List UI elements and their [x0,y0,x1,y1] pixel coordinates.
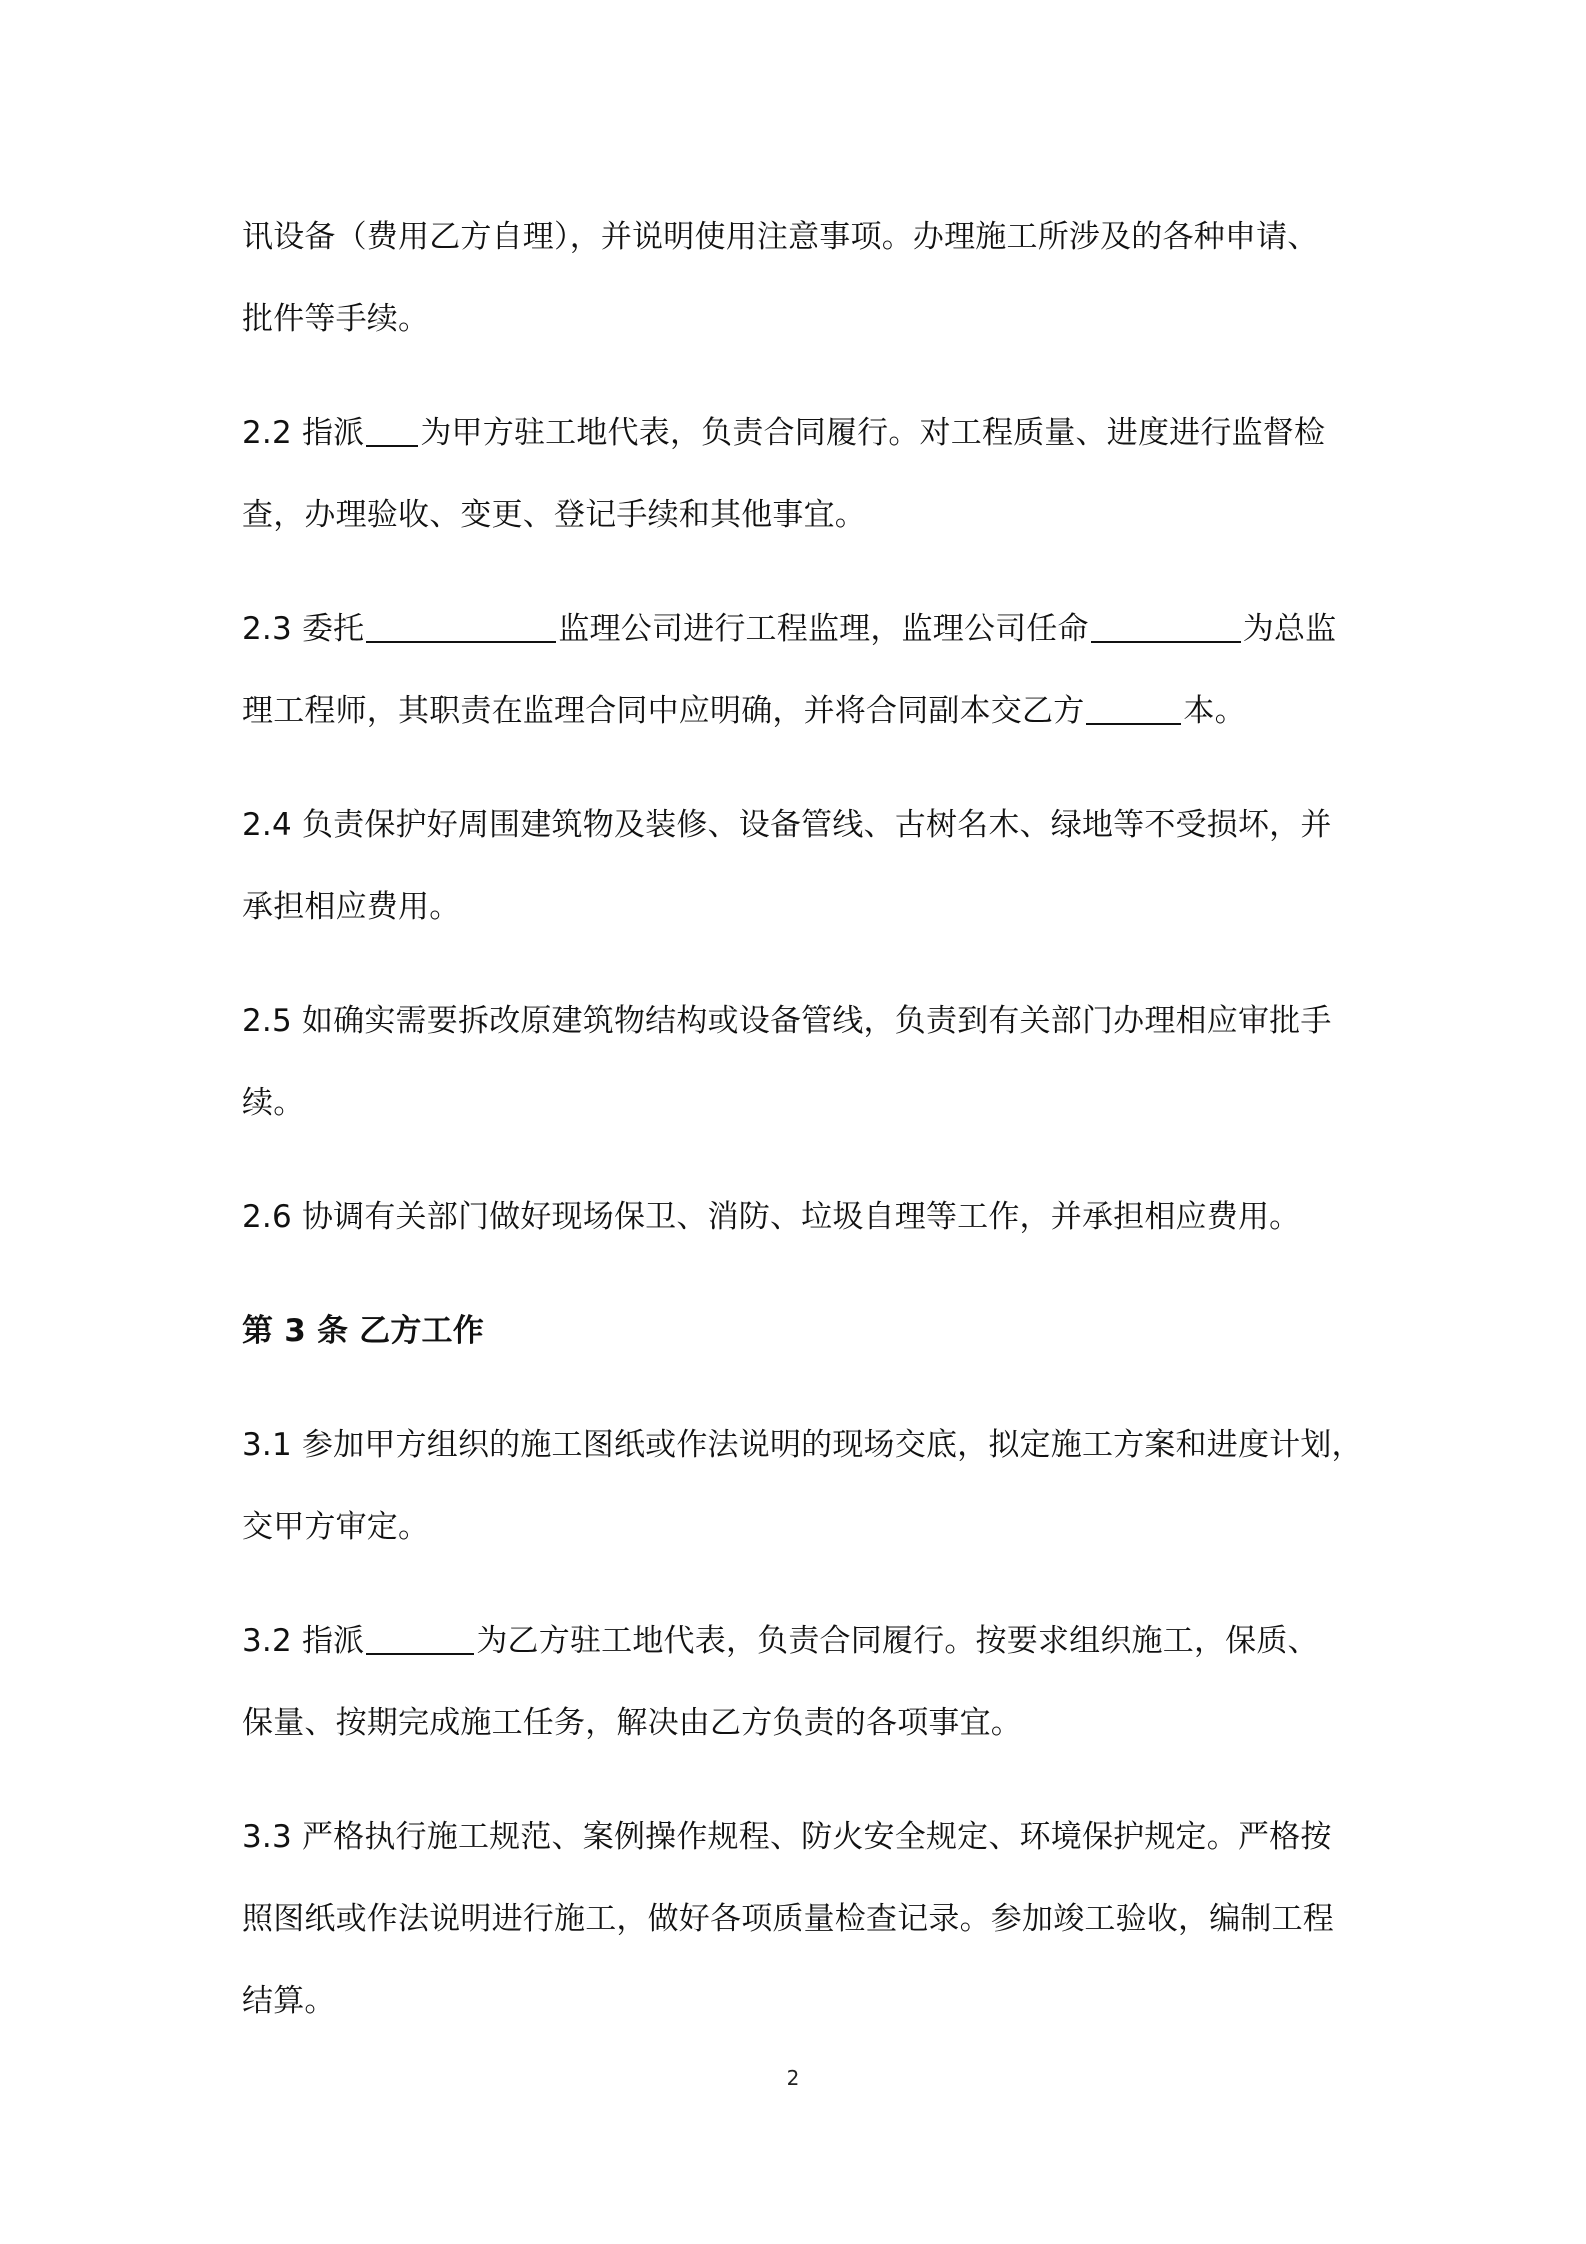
paragraph-spacer [242,360,1362,392]
paragraph-line: 保量、按期完成施工任务，解决由乙方负责的各项事宜。 [242,1705,1022,1741]
clause-2-3-line-1 [242,588,1362,670]
paragraph-line: 3.3 严格执行施工规范、案例操作规程、防火安全规定、环境保护规定。严格按 [242,1819,1332,1855]
paragraph-line: 续。 [242,1085,305,1121]
clause-2-3-text: 监理公司进行工程监理，监理公司任命 [558,611,1089,647]
page-content [242,196,1362,2042]
paragraph-line: 2.4 负责保护好周围建筑物及装修、设备管线、古树名木、绿地等不受损坏，并 [242,807,1332,843]
clause-2-2-text: 为甲方驻工地代表，负责合同履行。对工程质量、进度进行监督检 [420,415,1326,451]
paragraph-spacer [242,948,1362,980]
paragraph-line: 2.6 协调有关部门做好现场保卫、消防、垃圾自理等工作，并承担相应费用。 [242,1199,1301,1235]
paragraph-line: 讯设备（费用乙方自理），并说明使用注意事项。办理施工所涉及的各种申请、 [242,219,1319,255]
paragraph-line: 3.1 参加甲方组织的施工图纸或作法说明的现场交底，拟定施工方案和进度计划， [242,1427,1363,1463]
clause-2-2-label: 2.2 指派 [242,415,365,451]
fill-in-blank [1091,603,1241,643]
clause-2-3-label: 2.3 委托 [242,611,365,647]
fill-in-blank [366,407,418,447]
fill-in-blank [1086,685,1181,725]
paragraph-spacer [242,556,1362,588]
paragraph-spacer [242,1568,1362,1600]
paragraph-spacer [242,752,1362,784]
clause-3-2-label: 3.2 指派 [242,1623,365,1659]
paragraph-line: 照图纸或作法说明进行施工，做好各项质量检查记录。参加竣工验收，编制工程 [242,1901,1334,1937]
clause-2-3-line-2 [242,670,1362,752]
paragraph-spacer [242,1144,1362,1176]
paragraph-line: 结算。 [242,1983,336,2019]
paragraph-line: 2.5 如确实需要拆改原建筑物结构或设备管线，负责到有关部门办理相应审批手 [242,1003,1332,1039]
paragraph-line: 交甲方审定。 [242,1509,430,1545]
fill-in-blank [366,1615,474,1655]
clause-2-2-line-1 [242,392,1362,474]
paragraph-spacer [242,1372,1362,1404]
paragraph-line: 批件等手续。 [242,301,430,337]
page-number: 2 [786,2066,800,2090]
fill-in-blank [366,603,556,643]
clause-2-3-text-end: 本。 [1183,693,1246,729]
clause-2-3-text-end: 为总监 [1242,611,1337,647]
clause-3-2-line-1 [242,1600,1362,1682]
paragraph-line: 查，办理验收、变更、登记手续和其他事宜。 [242,497,866,533]
section-heading: 第 3 条 乙方工作 [242,1313,484,1349]
paragraph-spacer [242,1258,1362,1290]
paragraph-line: 承担相应费用。 [242,889,461,925]
paragraph-spacer [242,1764,1362,1796]
clause-3-2-text: 为乙方驻工地代表，负责合同履行。按要求组织施工，保质、 [476,1623,1319,1659]
clause-2-3-text: 理工程师，其职责在监理合同中应明确，并将合同副本交乙方 [242,693,1085,729]
